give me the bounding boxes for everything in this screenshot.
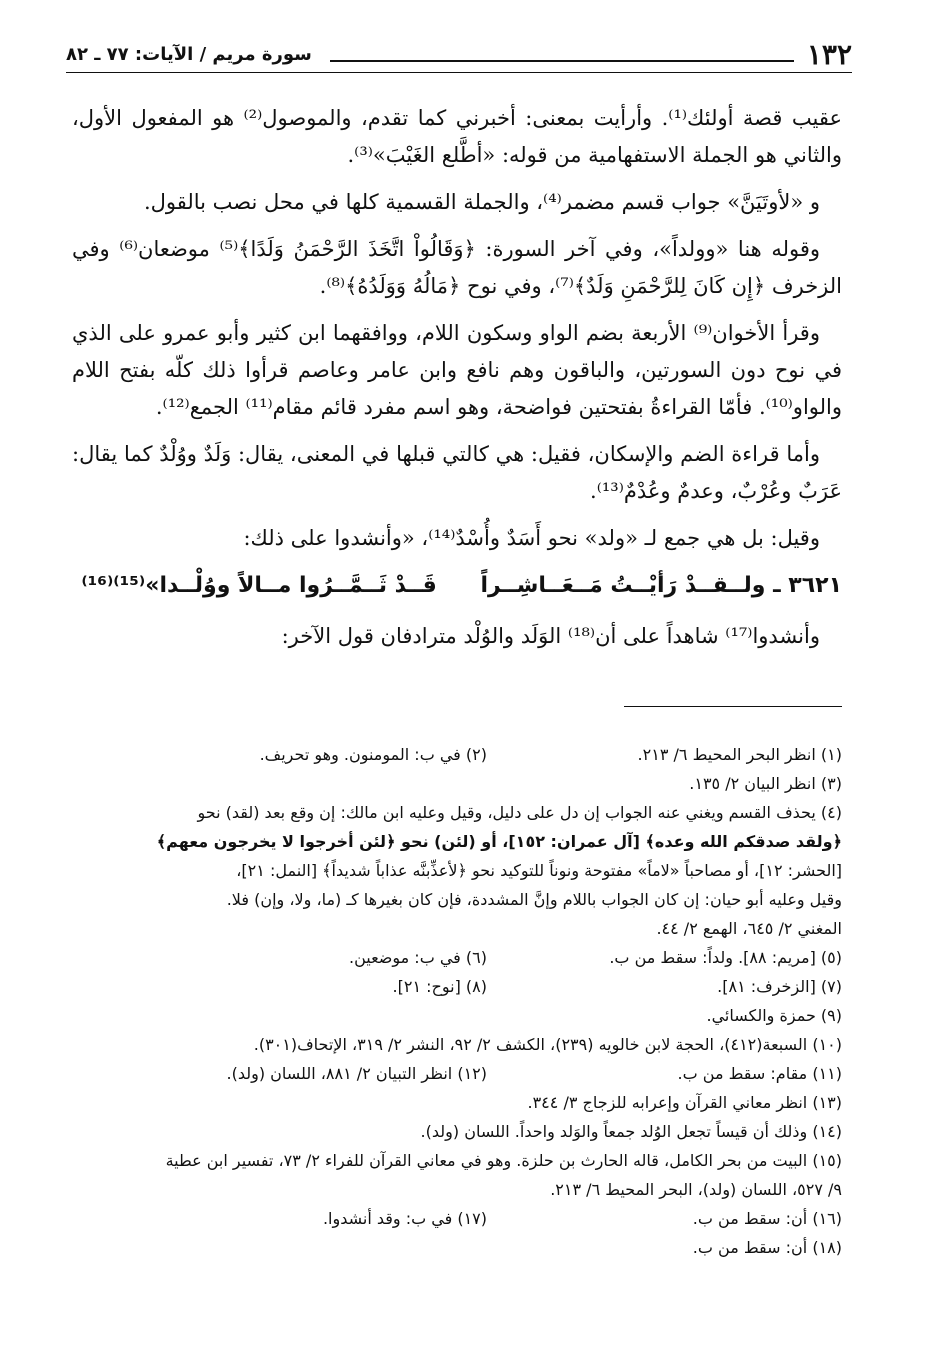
- footnote-separator: [624, 706, 842, 707]
- running-title: سورة مريم / الآيات: ٧٧ ـ ٨٢: [66, 44, 312, 65]
- paragraph-2: و «لأوتَيَنَّ» جواب قسم مضمر⁽⁴⁾، والجملة القسمية كلها في محل نصب بالقول.: [143, 190, 820, 214]
- paragraph-6: وقيل: بل هي جمع لـ «ولد» نحو أَسَدٌ وأُسْدٌ⁽¹⁴⁾، «وأنشدوا على ذلك:: [243, 526, 820, 550]
- verse-hemistich-2: قَــدْ ثَــمَّــرُوا مــالاً ووُلْــدا»⁽¹⁵⁾⁽¹⁶⁾: [81, 573, 437, 598]
- verse-number: ٣٦٢١: [788, 573, 842, 598]
- footnote-1: (١) انظر البحر المحيط ٦/ ٢١٣.: [637, 745, 842, 764]
- footnote-row: [66, 972, 842, 1001]
- footnote-4-line-5: المغني ٢/ ٦٤٥، الهمع ٢/ ٤٤.: [656, 919, 842, 938]
- footnote-8: (٨) [نوح: ٢١].: [392, 977, 487, 996]
- header-rule: [330, 60, 794, 62]
- footnote-4-line-4: وقيل وعليه أبو حيان: إن كان الجواب باللام وإنَّ المشددة، فإن كان بغيرها كـ (ما، ولا، وإن) فلا.: [226, 890, 842, 909]
- footnote-11: (١١) مقام: سقط من ب.: [677, 1064, 842, 1083]
- paragraph-after-verse: وأنشدوا⁽¹⁷⁾ شاهداً على أن⁽¹⁸⁾ الوَلَد والوُلْد مترادفان قول الآخر:: [281, 624, 820, 648]
- footnote-row: [66, 1059, 842, 1088]
- main-text: [72, 100, 842, 665]
- page-header: [66, 38, 852, 72]
- footnote-4-line-2: ﴿ولقد صدقكم الله وعده﴾ [آل عمران: ١٥٢]، أو (لئن) نحو ﴿لئن أخرجوا لا يخرجون معهم﴾: [156, 832, 842, 851]
- footnote-10: (١٠) السبعة(٤١٢)، الحجة لابن خالويه (٢٣٩)، الكشف ٢/ ٩٢، النشر ٢/ ٣١٩، الإتحاف(٣٠١).: [253, 1035, 842, 1054]
- footnotes: [66, 740, 842, 1262]
- footnote-7: (٧) [الزخرف: ٨١].: [717, 977, 842, 996]
- footnote-3: (٣) انظر البيان ٢/ ١٣٥.: [689, 774, 842, 793]
- footnote-15-line-2: ٩/ ٥٢٧، اللسان (ولد)، البحر المحيط ٦/ ٢١٣.: [550, 1180, 842, 1199]
- footnote-9: (٩) حمزة والكسائي.: [706, 1006, 842, 1025]
- footnote-5: (٥) [مريم: ٨٨]. ولداً: سقط من ب.: [609, 948, 842, 967]
- verse-hemistich-1: ولــقــدْ رَأيْــتُ مَــعَــاشِــراً: [480, 573, 766, 598]
- footnote-14: (١٤) وذلك أن قيساً تجعل الوُلد جمعاً والوَلد واحداً. اللسان (ولد).: [420, 1122, 842, 1141]
- footnote-6: (٦) في ب: موضعين.: [348, 948, 487, 967]
- header-underline: [66, 72, 852, 73]
- footnote-4-line-1: (٤) يحذف القسم ويغني عنه الجواب إن دل على دليل، وقيل وعليه ابن مالك: إن وقع بعد (لقد) نحو: [197, 803, 842, 822]
- footnote-13: (١٣) انظر معاني القرآن وإعرابه للزجاج ٣/ ٣٤٤.: [527, 1093, 842, 1112]
- paragraph-1: عقيب قصة أولئك⁽¹⁾. وأرأيت بمعنى: أخبرني كما تقدم، والموصول⁽²⁾ هو المفعول الأول، والثاني هو الجملة الاستفهامية من قوله: «أطَّلع الغَيْبَ»⁽³⁾.: [72, 106, 842, 167]
- page-number: ١٣٢: [806, 38, 852, 71]
- paragraph-3: وقوله هنا «وولداً»، وفي آخر السورة: ﴿وَقَالُواْ اتَّخَذَ الرَّحْمَنُ وَلَدًا﴾⁽⁵⁾ موضعان⁽⁶⁾ وفي الزخرف ﴿إِن كَانَ لِلرَّحْمَنِ وَلَدٌ﴾⁽⁷⁾، وفي نوح ﴿مَالُهُ وَوَلَدُهُ﴾⁽⁸⁾.: [72, 237, 842, 298]
- footnote-4-line-3: [الحشر: ١٢]، أو مصاحباً «لاماً» مفتوحة ونوناً للتوكيد نحو ﴿لأعذِّبنَّه عذاباً شديداً﴾ [النمل: ٢١]،: [236, 861, 842, 880]
- paragraph-5: وأما قراءة الضم والإسكان، فقيل: هي كالتي قبلها في المعنى، يقال: وَلَدٌ ووُلْدٌ كما يقال: عَرَبٌ وعُرْبٌ، وعدمٌ وعُدْمٌ⁽¹³⁾.: [72, 442, 842, 503]
- footnote-row: [66, 943, 842, 972]
- poetry-verse: ٣٦٢١ ـ ولــقــدْ رَأيْــتُ مَــعَــاشِــراً قَــدْ ثَــمَّــرُوا مــالاً ووُلْــدا»⁽¹⁵⁾⁽¹⁶⁾: [81, 573, 842, 598]
- paragraph-4: وقرأ الأخوان⁽⁹⁾ الأربعة بضم الواو وسكون اللام، ووافقهما ابن كثير وأبو عمرو على الذي في نوح دون السورتين، والباقون وهم نافع وابن عامر وعاصم قرأوا ذلك كلّه بفتح اللام والواو⁽¹⁰⁾. فأمّا القراءةُ بفتحتين فواضحة، وهو اسم مفرد قائم مقام⁽¹¹⁾ الجمع⁽¹²⁾.: [72, 321, 842, 419]
- footnote-15-line-1: (١٥) البيت من بحر الكامل، قاله الحارث بن حلزة. وهو في معاني القرآن للفراء ٢/ ٧٣، تفسير ابن عطية: [165, 1151, 842, 1170]
- footnote-17: (١٧) في ب: وقد أنشدوا.: [322, 1209, 487, 1228]
- footnote-2: (٢) في ب: المومنون. وهو تحريف.: [259, 745, 487, 764]
- footnote-18: (١٨) أن: سقط من ب.: [692, 1238, 842, 1257]
- footnote-row: [66, 1204, 842, 1233]
- footnote-row: [66, 740, 842, 769]
- footnote-12: (١٢) انظر التبيان ٢/ ٨٨١، اللسان (ولد).: [226, 1064, 487, 1083]
- footnote-16: (١٦) أن: سقط من ب.: [692, 1209, 842, 1228]
